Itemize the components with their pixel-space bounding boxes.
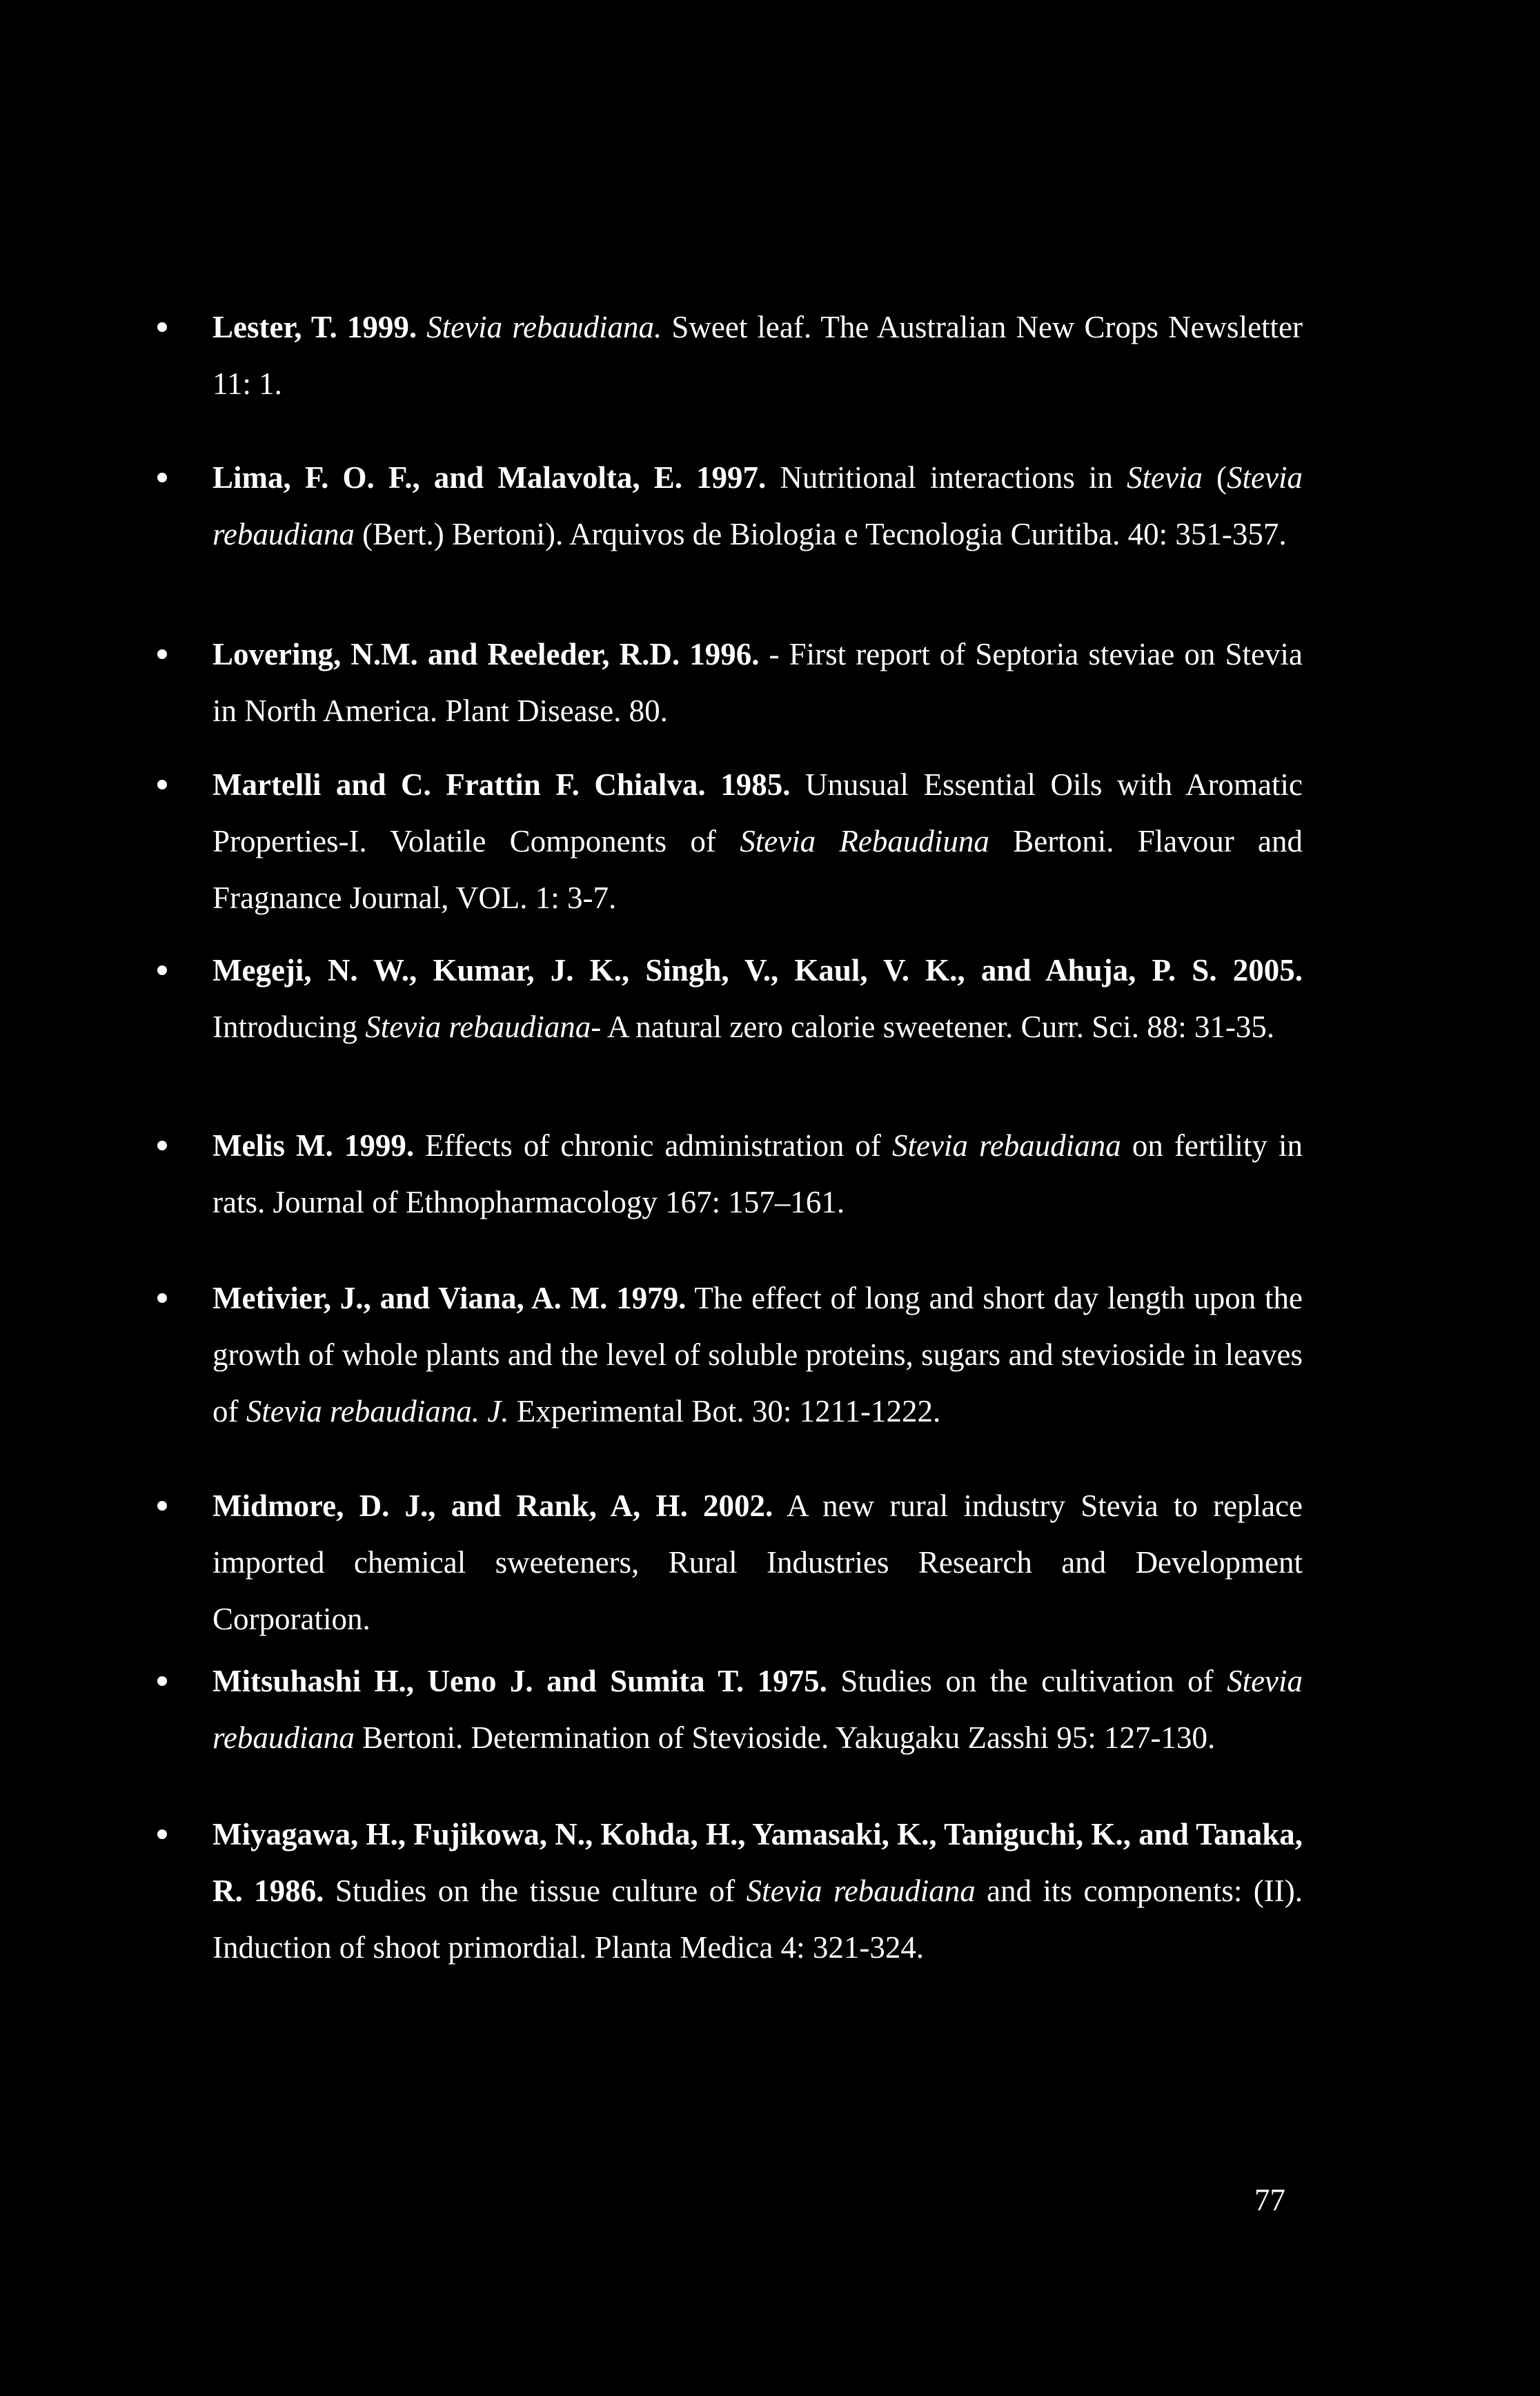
reference-segment: A natural zero calorie sweetener. Curr. Sci. 88: 31-35. [601,1010,1275,1044]
reference-segment: (Bert.) Bertoni). Arquivos de Biologia e Tecnologia Curitiba. 40: 351-357. [354,517,1287,551]
bullet-icon [157,322,167,332]
bullet-icon [157,1829,167,1839]
bullet-icon [157,1501,167,1511]
reference-segment-italic: Stevia rebaudiana [213,1664,1303,1755]
reference-text [157,626,1303,739]
reference-segment: - First report of Septoria steviae on Stevia in North America. Plant Disease. 80. [213,637,1303,728]
reference-segment: Bertoni. Flavour and Fragnance Journal, VOL. 1: 3-7. [213,824,1303,915]
reference-segment: and its components: (II). Induction of shoot primordial. Planta Medica 4: 321-324. [213,1874,1303,1965]
reference-item [157,942,1303,1055]
reference-authors: Lester, T. 1999. [213,310,417,344]
reference-authors: Megeji, N. W., Kumar, J. K., Singh, V., Kaul, V. K., and Ahuja, P. S. 2005. [213,953,1303,988]
reference-item [157,299,1303,412]
bullet-icon [157,780,167,789]
reference-segment: Nutritional interactions in [766,460,1127,495]
reference-item [157,1477,1303,1647]
reference-text [157,942,1303,1055]
reference-text [157,449,1303,562]
reference-text [157,1117,1303,1230]
bullet-icon [157,965,167,975]
reference-item [157,1270,1303,1440]
reference-item [157,756,1303,926]
reference-authors: Metivier, J., and Viana, A. M. 1979. [213,1281,687,1315]
reference-segment: Studies on the tissue culture of [324,1874,747,1908]
bullet-icon [157,649,167,659]
reference-text [157,299,1303,412]
reference-segment: Bertoni. Determination of Stevioside. Yakugaku Zasshi 95: 127-130. [354,1720,1216,1755]
reference-segment-italic: Stevia Rebaudiuna [740,824,989,858]
reference-text [157,1477,1303,1647]
reference-authors: Lovering, N.M. and Reeleder, R.D. 1996. [213,637,760,671]
reference-segment [417,310,426,344]
reference-segment: Sweet leaf. The Australian New Crops Newsletter 11: 1. [213,310,1303,401]
reference-authors: Mitsuhashi H., Ueno J. and Sumita T. 1975. [213,1664,827,1698]
reference-segment: The effect of long and short day length upon the growth of whole plants and the level of soluble proteins, sugars and stevioside in leaves of [213,1281,1303,1428]
reference-authors: Melis M. 1999. [213,1128,415,1163]
bullet-icon [157,1141,167,1150]
reference-authors: Martelli and C. Frattin F. Chialva. 1985. [213,767,791,802]
bullet-icon [157,473,167,482]
reference-segment-italic: Stevia rebaudiana- [365,1010,602,1044]
reference-authors: Lima, F. O. F., and Malavolta, E. 1997. [213,460,767,495]
reference-item [157,1117,1303,1230]
reference-item [157,1653,1303,1766]
page-number: 77 [1254,2183,1285,2217]
reference-segment-italic: Stevia rebaudiana [891,1128,1121,1163]
reference-text [157,756,1303,926]
reference-segment-italic: Stevia [1127,460,1203,495]
bullet-icon [157,1293,167,1303]
reference-segment: Effects of chronic administration of [414,1128,892,1163]
reference-text [157,1653,1303,1766]
reference-item [157,1806,1303,1976]
reference-item [157,449,1303,562]
reference-item [157,626,1303,739]
reference-segment: ( [1202,460,1227,495]
reference-authors: Miyagawa, H., Fujikowa, N., Kohda, H., Yamasaki, K., Taniguchi, K., and Tanaka, R. 1986. [213,1817,1303,1908]
reference-segment: Unusual Essential Oils with Aromatic Properties-I. Volatile Components of [213,767,1303,858]
reference-segment: on fertility in rats. Journal of Ethnopharmacology 167: 157–161. [213,1128,1303,1219]
reference-segment-italic: Stevia rebaudiana. [426,310,662,344]
reference-text [157,1270,1303,1440]
reference-segment-italic: Stevia rebaudiana [746,1874,976,1908]
reference-authors: Midmore, D. J., and Rank, A, H. 2002. [213,1489,773,1523]
reference-segment: Studies on the cultivation of [827,1664,1227,1698]
reference-segment: A new rural industry Stevia to replace imported chemical sweeteners, Rural Industries Research and Development Corporation. [213,1489,1303,1636]
reference-segment: Introducing [213,1010,366,1044]
reference-text [157,1806,1303,1976]
bullet-icon [157,1676,167,1686]
reference-segment-italic: Stevia rebaudiana. J. [246,1394,509,1428]
reference-segment-italic: Stevia rebaudiana [213,460,1303,551]
reference-segment: Experimental Bot. 30: 1211-1222. [509,1394,941,1428]
